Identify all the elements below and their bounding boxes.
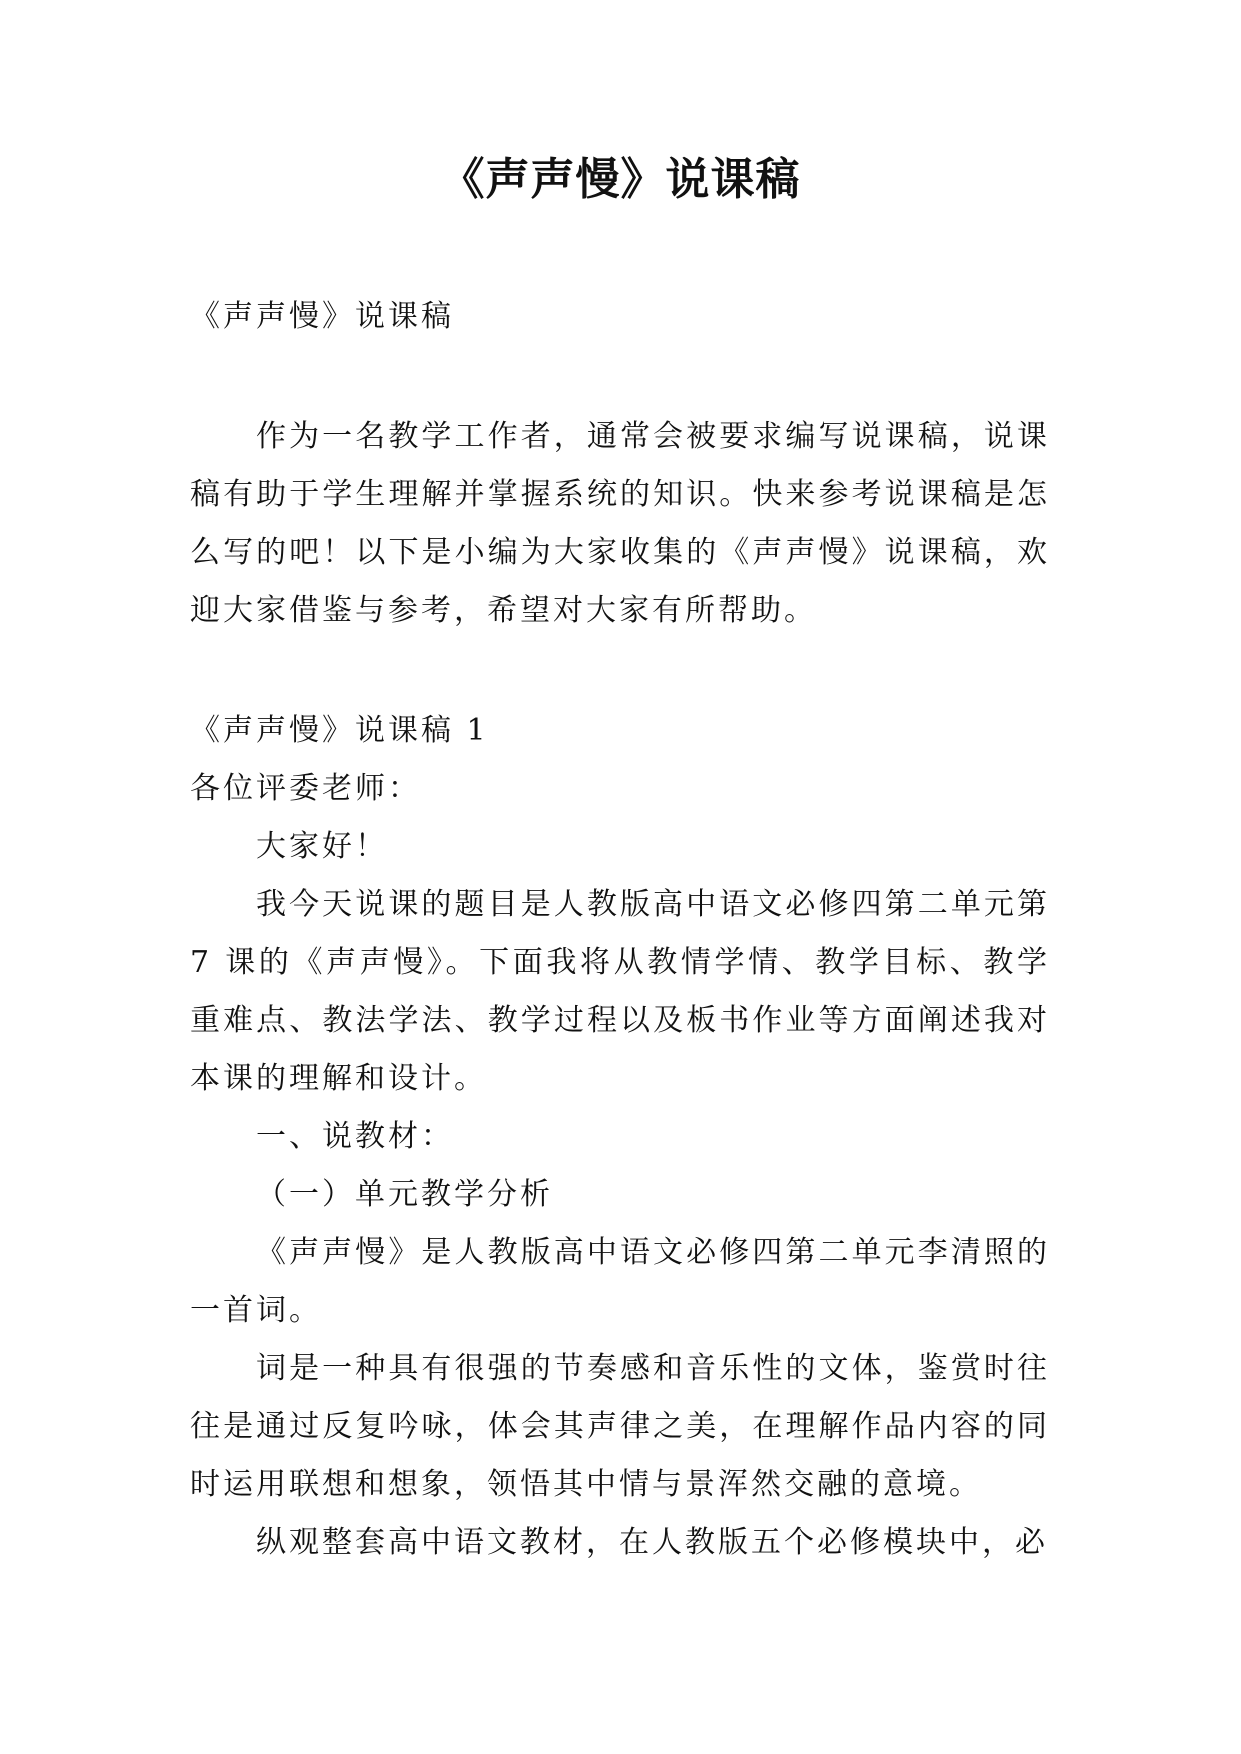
document-subtitle: 《声声慢》说课稿 — [190, 299, 454, 334]
document-title: 《声声慢》说课稿 — [440, 154, 801, 205]
heading-teaching-material: 一、说教材： — [256, 1119, 454, 1154]
salutation: 各位评委老师： — [190, 771, 421, 806]
document-body — [190, 288, 1050, 1572]
intro-paragraph: 作为一名教学工作者，通常会被要求编写说课稿，说课稿有助于学生理解并掌握系统的知识。快来参考说课稿是怎么写的吧！以下是小编为大家收集的《声声慢》说课稿，欢迎大家借鉴与参考，希望对大家有所帮助。 — [190, 419, 1050, 628]
section-heading: 《声声慢》说课稿 1 — [190, 713, 489, 748]
topic-paragraph: 我今天说课的题目是人教版高中语文必修四第二单元第 7 课的《声声慢》。下面我将从教情学情、教学目标、教学重难点、教法学法、教学过程以及板书作业等方面阐述我对本课的理解和设计。 — [190, 887, 1050, 1096]
greeting: 大家好！ — [256, 829, 388, 864]
ci-paragraph: 词是一种具有很强的节奏感和音乐性的文体，鉴赏时往往是通过反复吟咏，体会其声律之美，在理解作品内容的同时运用联想和想象，领悟其中情与景浑然交融的意境。 — [190, 1351, 1050, 1502]
heading-unit-analysis: （一）单元教学分析 — [256, 1177, 553, 1212]
overview-paragraph: 纵观整套高中语文教材，在人教版五个必修模块中，必 — [256, 1525, 1048, 1560]
unit-paragraph: 《声声慢》是人教版高中语文必修四第二单元李清照的一首词。 — [190, 1235, 1050, 1328]
